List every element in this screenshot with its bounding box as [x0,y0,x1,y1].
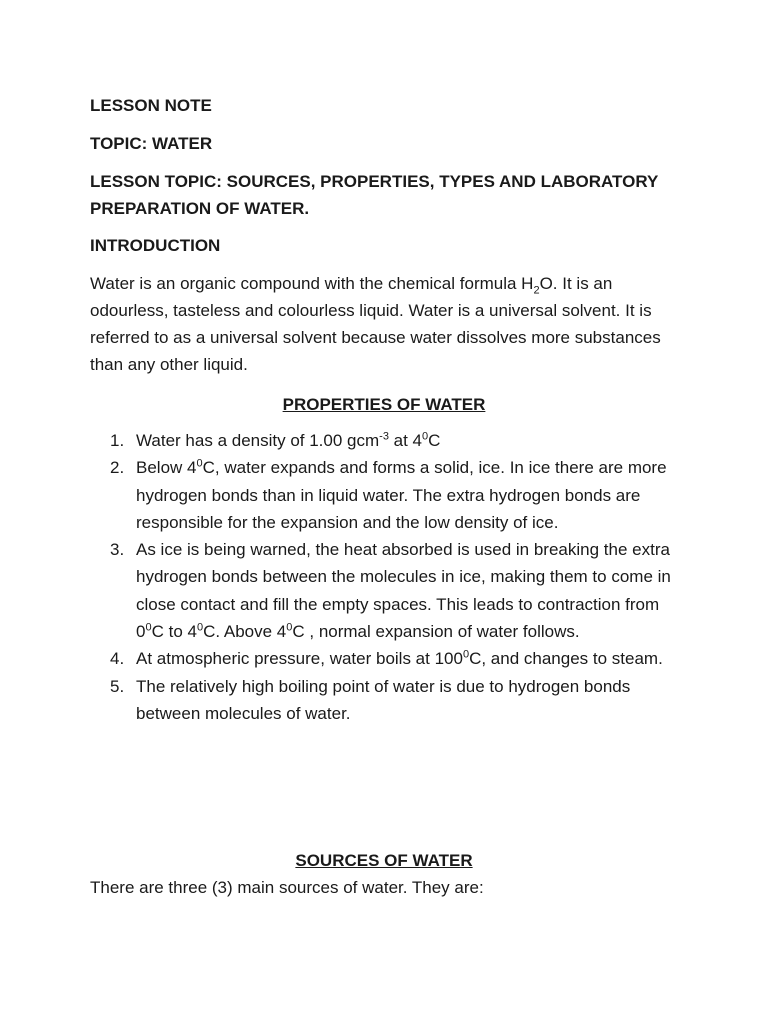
item-text: C. Above 4 [203,622,287,642]
formula-subscript: 2 [533,284,540,297]
superscript: -3 [379,430,389,443]
list-item [90,427,690,454]
item-text: The relatively high boiling point of water is due to hydrogen bonds between molecules of water. [136,676,631,723]
list-number: 3. [110,540,125,560]
introduction-paragraph [90,270,680,378]
item-text: C, and changes to steam. [469,649,663,669]
list-item [90,673,690,728]
superscript: 0 [196,621,204,634]
superscript: 0 [422,430,429,443]
properties-heading: PROPERTIES OF WATER [282,395,486,414]
item-text: at 4 [388,431,423,450]
item-text: As ice is being warned, the heat absorbed is used in breaking the extra hydrogen bonds between the molecules in ice, making them to come in close contact and fill the empty spaces. This leads to contraction from 0 [136,540,671,642]
lesson-topic-line-2: PREPARATION OF WATER. [90,199,310,218]
item-text: C, water expands and forms a solid, ice. In ice there are more hydrogen bonds than in liquid water. The extra hydrogen bonds are responsible for the expansion and the low density of ice. [136,458,667,532]
list-item [90,645,690,672]
superscript: 0 [196,457,203,470]
sources-heading: SOURCES OF WATER [295,851,473,870]
list-number: 2. [110,458,125,478]
intro-text-end: O. It is an odourless, tasteless and colourless liquid. Water is a universal solvent. It is referred to as a universal solvent because water dissolves more substances than any other liquid. [90,274,661,374]
introduction-heading: INTRODUCTION [90,236,221,255]
superscript: 0 [462,648,470,661]
list-item [90,536,690,645]
list-number: 1. [110,431,125,450]
item-text: At atmospheric pressure, water boils at 100 [136,649,463,669]
lesson-topic-line-1: LESSON TOPIC: SOURCES, PROPERTIES, TYPES AND LABORATORY [90,172,659,191]
sources-intro: There are three (3) main sources of water. They are: [90,878,484,897]
list-number: 5. [110,676,125,696]
item-text: Below 4 [136,458,197,478]
item-text: C to 4 [151,622,197,642]
item-text: C , normal expansion of water follows. [292,622,580,642]
superscript: 0 [145,621,152,634]
topic-heading: TOPIC: WATER [90,134,213,153]
intro-text-start: Water is an organic compound with the chemical formula H [90,274,534,293]
superscript: 0 [286,621,293,634]
item-text: Water has a density of 1.00 gcm [136,431,380,450]
lesson-topic-heading [90,168,730,222]
list-item [90,454,690,536]
properties-list [90,427,690,727]
item-text: C [428,431,441,450]
list-number: 4. [110,649,125,669]
lesson-note-heading: LESSON NOTE [90,96,212,115]
